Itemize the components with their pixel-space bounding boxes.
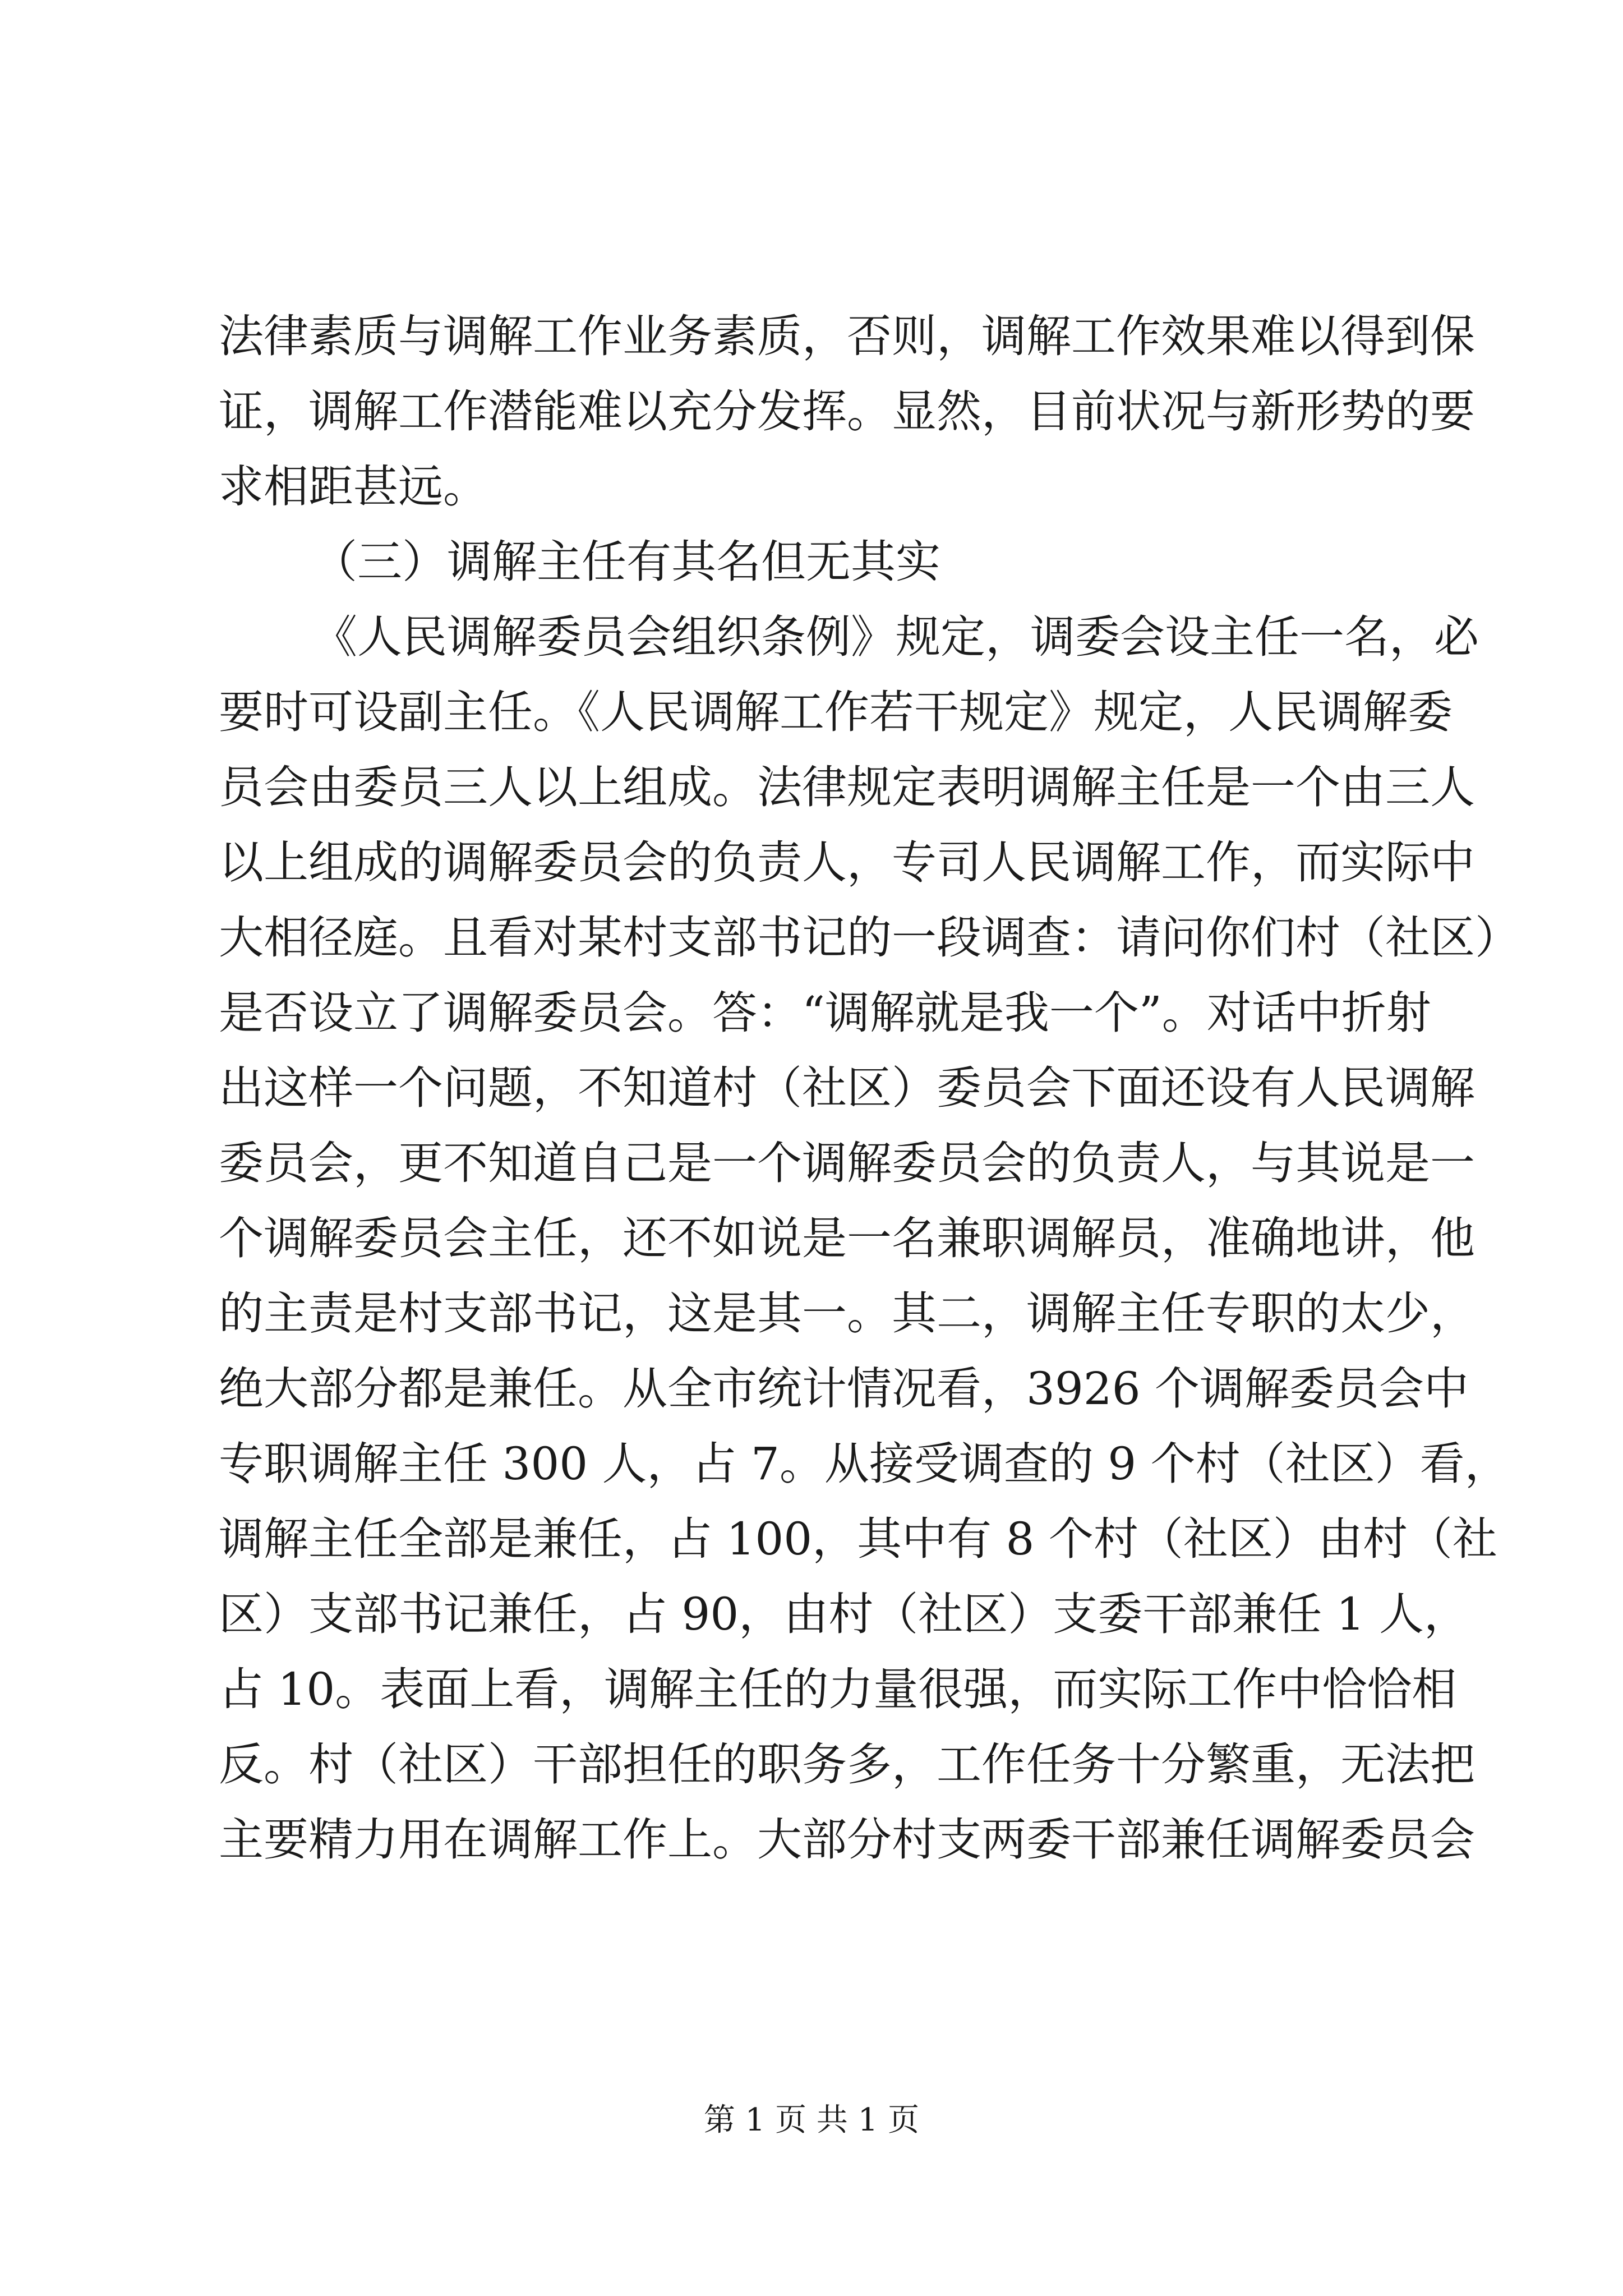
body-line-1: 法律素质与调解工作业务素质，否则，调解工作效果难以得到保 [219, 310, 1475, 362]
body-line-3: 求相距甚远。 [219, 461, 488, 513]
body-line-5: 《人民调解委员会组织条例》规定，调委会设主任一名，必 [312, 611, 1479, 663]
body-line-16: 专职调解主任 300 人，占 7。从接受调查的 9 个村（社区）看， [219, 1438, 1510, 1490]
body-line-13: 个调解委员会主任，还不如说是一名兼职调解员，准确地讲，他 [219, 1212, 1475, 1264]
body-line-15: 绝大部分都是兼任。从全市统计情况看，3926 个调解委员会中 [219, 1363, 1469, 1415]
section-heading: （三）调解主任有其名但无其实 [312, 536, 940, 588]
body-line-10: 是否设立了调解委员会。答：“调解就是我一个”。对话中折射 [219, 987, 1431, 1039]
body-line-14: 的主责是村支部书记，这是其一。其二，调解主任专职的太少， [219, 1287, 1475, 1340]
body-line-17: 调解主任全部是兼任，占 100，其中有 8 个村（社区）由村（社 [219, 1513, 1497, 1565]
body-line-12: 委员会，更不知道自己是一个调解委员会的负责人，与其说是一 [219, 1137, 1475, 1189]
body-line-19: 占 10。表面上看，调解主任的力量很强，而实际工作中恰恰相 [219, 1663, 1457, 1715]
body-line-6: 要时可设副主任。《人民调解工作若干规定》规定，人民调解委 [219, 686, 1453, 738]
body-line-11: 出这样一个问题，不知道村（社区）委员会下面还设有人民调解 [219, 1062, 1475, 1114]
body-line-9: 大相径庭。且看对某村支部书记的一段调查：请问你们村（社区） [219, 912, 1520, 964]
body-line-7: 员会由委员三人以上组成。法律规定表明调解主任是一个由三人 [219, 761, 1475, 813]
body-line-2: 证，调解工作潜能难以充分发挥。显然，目前状况与新形势的要 [219, 385, 1475, 438]
body-line-8: 以上组成的调解委员会的负责人，专司人民调解工作，而实际中 [219, 836, 1475, 889]
body-line-21: 主要精力用在调解工作上。大部分村支两委干部兼任调解委员会 [219, 1814, 1475, 1866]
body-line-18: 区）支部书记兼任，占 90，由村（社区）支委干部兼任 1 人， [219, 1588, 1469, 1640]
page-footer: 第 1 页 共 1 页 [703, 2102, 920, 2138]
body-line-20: 反。村（社区）干部担任的职务多，工作任务十分繁重，无法把 [219, 1738, 1475, 1791]
